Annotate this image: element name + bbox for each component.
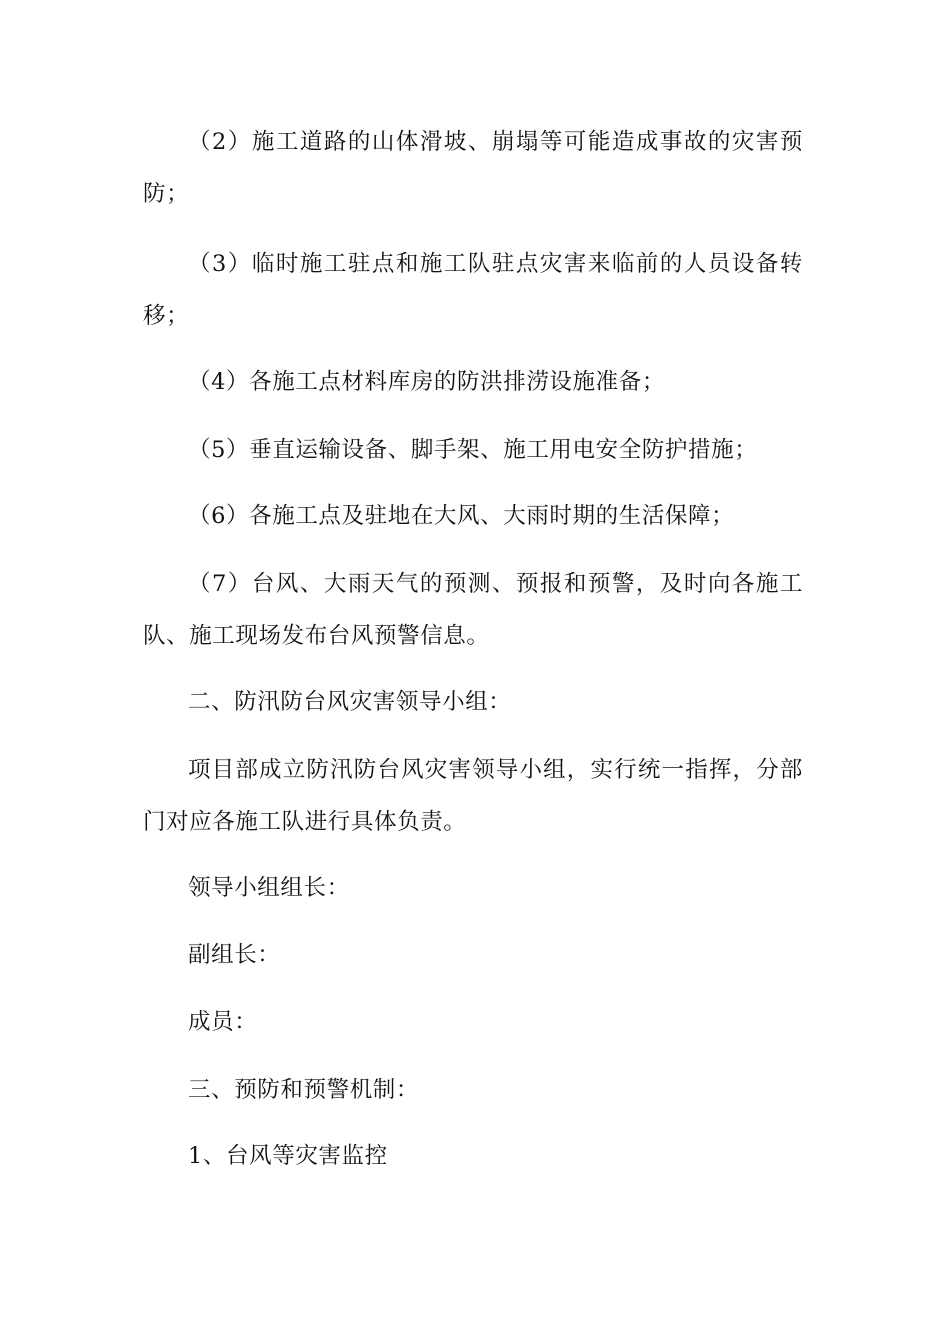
section-heading-3: 三、预防和预警机制： [188,1077,420,1103]
paragraph-item-6: （6）各施工点及驻地在大风、大雨时期的生活保障； [188,503,735,529]
paragraph-leadership-group: 项目部成立防汛防台风灾害领导小组，实行统一指挥，分部门对应各施工队进行具体负责。 [143,757,803,835]
field-deputy-leader: 副组长： [188,942,281,968]
paragraph-item-5: （5）垂直运输设备、脚手架、施工用电安全防护措施； [188,437,758,463]
paragraph-item-7: （7）台风、大雨天气的预测、预报和预警，及时向各施工队、施工现场发布台风预警信息。 [143,571,803,649]
paragraph-item-4: （4）各施工点材料库房的防洪排涝设施准备； [188,369,665,395]
paragraph-item-3: （3）临时施工驻点和施工队驻点灾害来临前的人员设备转移； [143,251,803,329]
paragraph-item-2: （2）施工道路的山体滑坡、崩塌等可能造成事故的灾害预防； [143,129,803,207]
section-heading-2: 二、防汛防台风灾害领导小组： [188,689,512,715]
subsection-heading-1: 1、台风等灾害监控 [188,1143,388,1169]
field-members: 成员： [188,1009,258,1035]
field-group-leader: 领导小组组长： [188,875,350,901]
